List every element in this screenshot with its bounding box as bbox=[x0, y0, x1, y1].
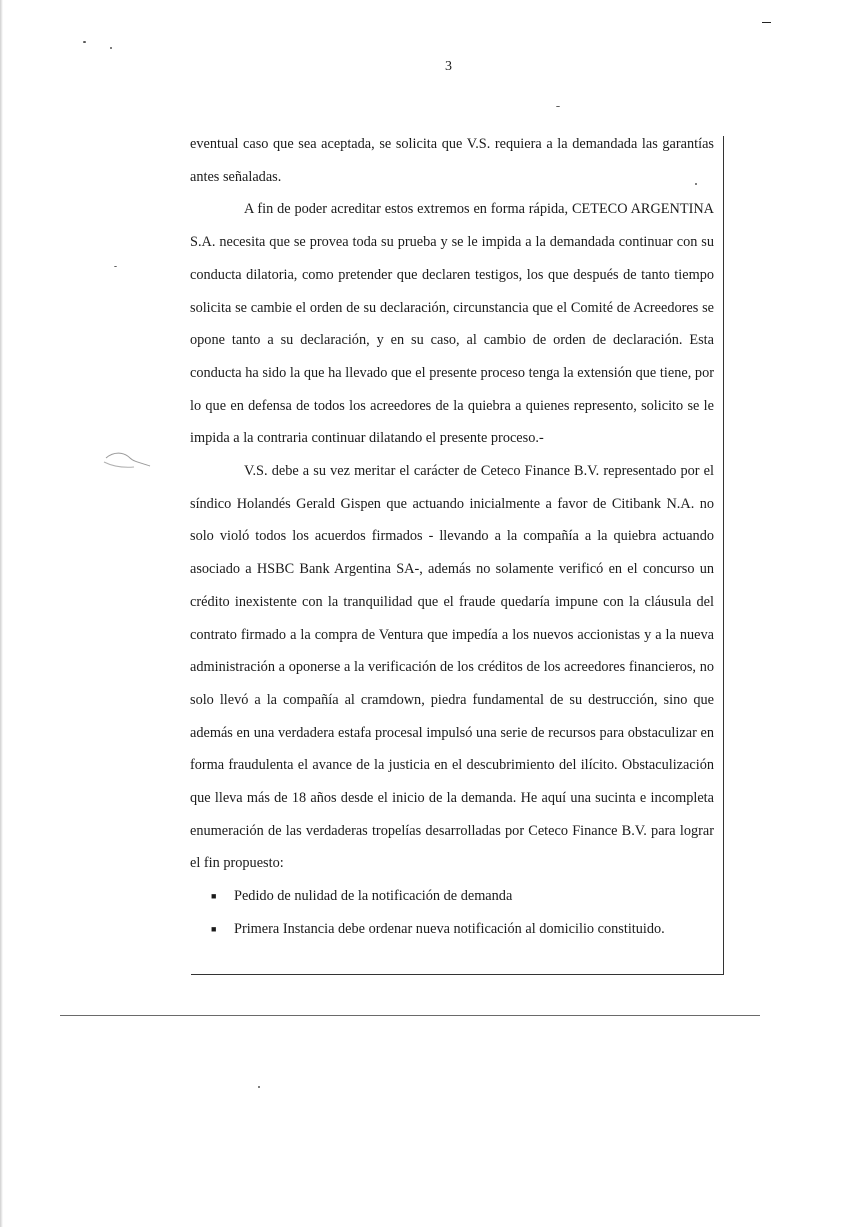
list-item-text: Pedido de nulidad de la notificación de demanda bbox=[234, 888, 513, 905]
scan-speck bbox=[258, 1086, 260, 1088]
list-item bbox=[190, 913, 714, 946]
list-item bbox=[190, 880, 714, 913]
square-bullet-icon: ■ bbox=[211, 923, 217, 934]
scan-speck bbox=[114, 266, 117, 267]
square-bullet-icon: ■ bbox=[211, 891, 217, 902]
scan-mark bbox=[762, 22, 771, 23]
scan-left-edge bbox=[0, 0, 3, 1227]
scan-speck bbox=[556, 106, 560, 107]
scan-speck bbox=[83, 41, 86, 43]
margin-scribble bbox=[100, 448, 156, 472]
scan-speck bbox=[110, 47, 112, 49]
scan-fold-line bbox=[60, 1015, 760, 1016]
document-body bbox=[190, 128, 714, 946]
paragraph-ceteco-finance: V.S. debe a su vez meritar el carácter de Ceteco Finance B.V. representado por el síndico Holandés Gerald Gispen que actuando inicialmente a favor de Citibank N.A. no solo violó todos los acuerdos firmados - llevando a la compañía a la quiebra actuando asociado a HSBC Bank Argentina SA-, además no solamente verificó en el concurso un crédito inexistente con la tranquilidad que el fraude quedaría impune con la cláusula del contrato firmado a la compra de Ventura que impedía a los nuevos accionistas y a la nueva administración a oponerse a la verificación de los créditos de los acreedores financieros, no solo llevó a la compañía al cramdown, piedra fundamental de su destrucción, sino que además en una verdadera estafa procesal impulsó una serie de recursos para obstaculizar en forma fraudulenta el avance de la justicia en el descubrimiento del ilícito. Obstaculización que lleva más de 18 años desde el inicio de la demanda. He aquí una sucinta e incompleta enumeración de las verdaderas tropelías desarrolladas por Ceteco Finance B.V. para lograr el fin propuesto: bbox=[190, 463, 714, 872]
list-item-text: Primera Instancia debe ordenar nueva notificación al domicilio constituido. bbox=[234, 920, 665, 937]
right-margin-line bbox=[723, 136, 724, 974]
bottom-margin-line bbox=[191, 974, 724, 975]
page-number: 3 bbox=[445, 59, 452, 74]
paragraph-continuation: eventual caso que sea aceptada, se solicita que V.S. requiera a la demandada las garantías antes señaladas. bbox=[190, 136, 714, 185]
tropelias-list bbox=[190, 880, 714, 945]
paragraph-proof-request: A fin de poder acreditar estos extremos en forma rápida, CETECO ARGENTINA S.A. necesita que se provea toda su prueba y se le impida a la demandada continuar con su conducta dilatoria, como pretender que declaren testigos, los que después de tanto tiempo solicita se cambie el orden de su declaración, circunstancia que el Comité de Acreedores se opone tanto a su declaración, y en su caso, al cambio de orden de declaración. Esta conducta ha sido la que ha llevado que el presente proceso tenga la extensión que tiene, por lo que en defensa de todos los acreedores de la quiebra a quienes represento, solicito se le impida a la contraria continuar dilatando el presente proceso.- bbox=[190, 201, 714, 447]
